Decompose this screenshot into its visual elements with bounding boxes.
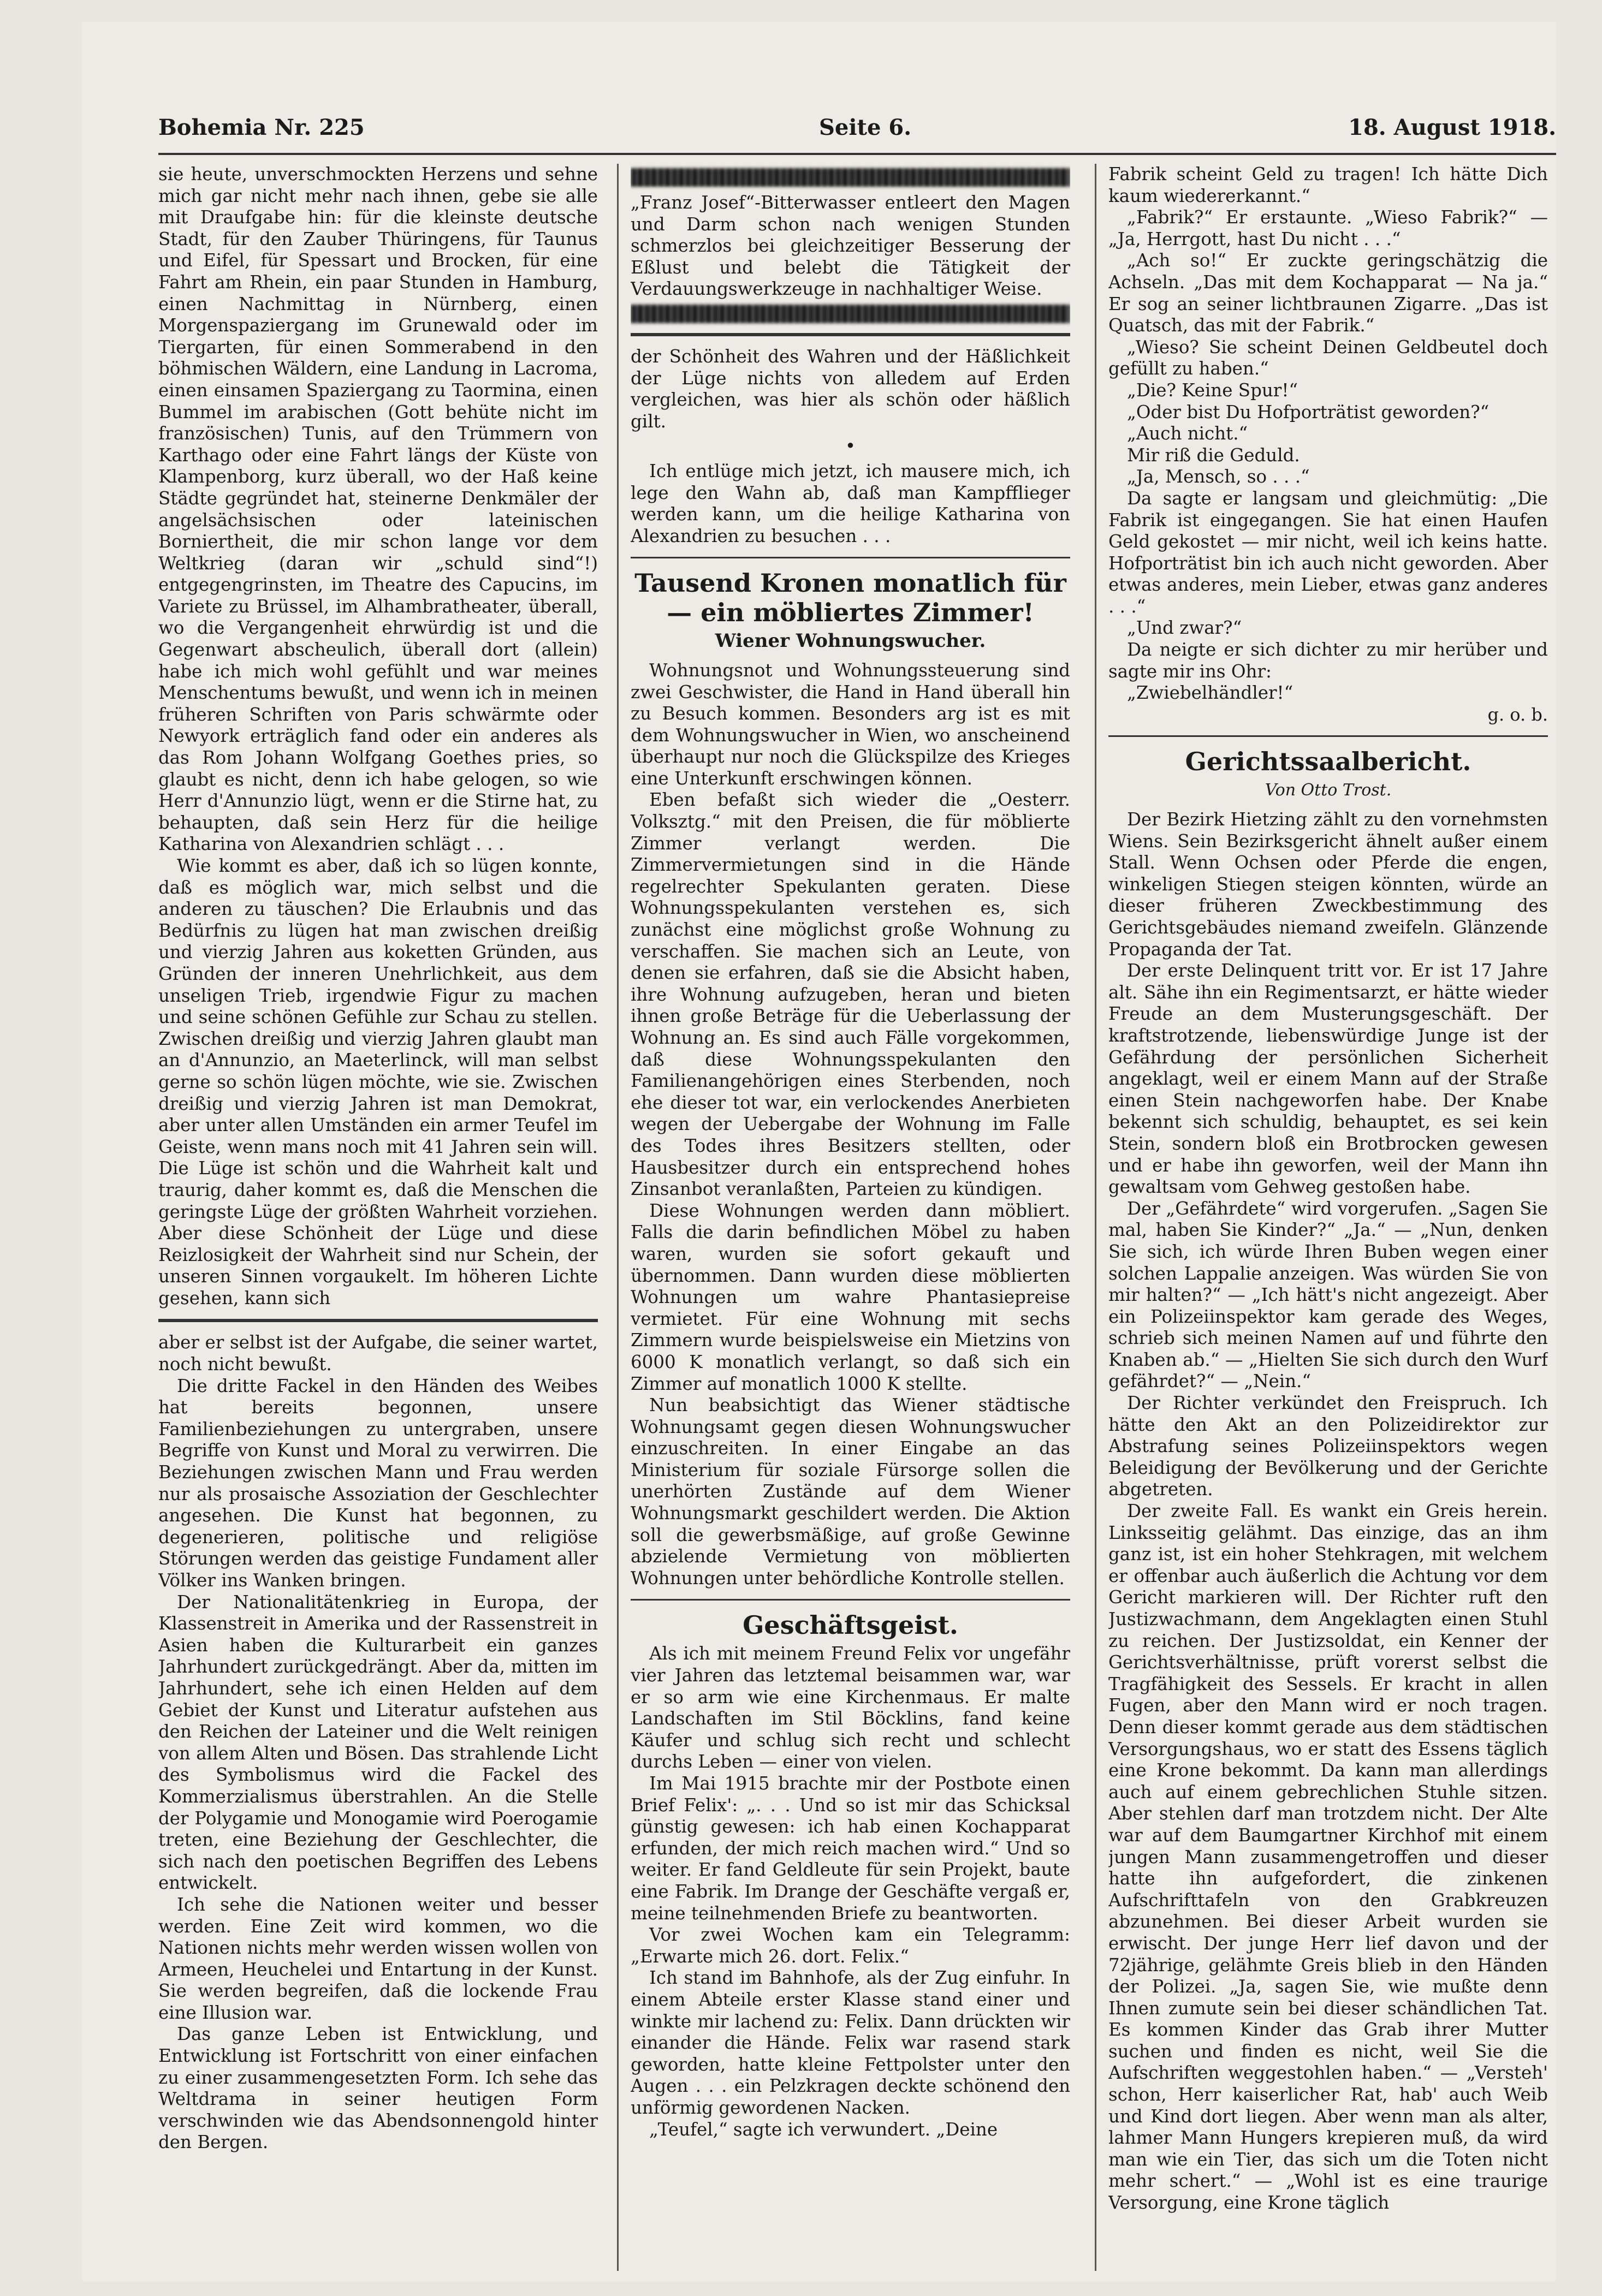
paragraph: Fabrik scheint Geld zu tragen! Ich hätte Dich kaum wiedererkannt.“ (1108, 164, 1548, 206)
paragraph: Die dritte Fackel in den Händen des Weibes hat bereits begonnen, unsere Familienbeziehungen zu untergraben, unsere Begriffe von Kunst und Moral zu verwirren. Die Beziehungen zwischen Mann und Frau werden nur als prosaische Assoziation der Geschlechter angesehen. Die Kunst hat begonnen, zu degenerieren, politische und religiöse Störungen werden das geistige Fundament aller Völker ins Wanken bringen. (158, 1375, 598, 1591)
paragraph: Diese Wohnungen werden dann möbliert. Falls die darin befindlichen Möbel zu haben waren, wurden sie sofort gekauft und übernommen. Dann wurden diese möblierten Wohnungen um wahre Phantasiepreise vermietet. Für eine Wohnung mit sechs Zimmern wurde beispielsweise ein Mietzins von 6000 K monatlich verlangt, so daß sich ein Zimmer auf monatlich 1000 K stellte. (631, 1200, 1070, 1394)
article-byline: Von Otto Trost. (1265, 781, 1392, 800)
paragraph: Da sagte er langsam und gleichmütig: „Die Fabrik ist eingegangen. Sie hat einen Haufen Geld gekostet — mir nicht, weil ich keins hatte. Hofporträtist bin ich auch nicht geworden. Aber etwas anderes, mein Lieber, etwas ganz anderes . . .“ (1108, 487, 1548, 617)
page-header (158, 115, 1556, 147)
paragraph: Mir riß die Geduld. (1127, 444, 1300, 466)
advertisement: „Franz Josef“-Bitterwasser entleert den Magen und Darm schon nach wenigen Stunden schmerzlos bei gleichzeitiger Besserung der Eßlust und belebt die Tätigkeit der Verdauungswerkzeuge in nachhaltiger Weise. (631, 192, 1070, 300)
paragraph: Der Bezirk Hietzing zählt zu den vornehmsten Wiens. Sein Bezirksgericht ähnelt außer einem Stall. Wenn Ochsen oder Pferde die engen, winkeligen Stiegen steigen könnten, würde an dieser früheren Zweckbestimmung des Gerichtsgebäudes niemand zweifeln. Glänzende Propaganda der Tat. (1108, 809, 1548, 960)
divider (631, 1599, 1070, 1601)
page-number: Seite 6. (819, 115, 912, 140)
paragraph: Da neigte er sich dichter zu mir herüber und sagte mir ins Ohr: (1108, 639, 1548, 682)
paragraph: Ich sehe die Nationen weiter und besser werden. Eine Zeit wird kommen, wo die Nationen nichts mehr werden wissen wollen von Armeen, Heuchelei und Entartung in der Kunst. Sie werden begreifen, daß die lockende Frau eine Illusion war. (158, 1894, 598, 2023)
column-1 (158, 164, 598, 2271)
paragraph: „Wieso? Sie scheint Deinen Geldbeutel doch gefüllt zu haben.“ (1108, 336, 1548, 379)
article-headline: Tausend Kronen monatlich für — ein möbliertes Zimmer! (634, 568, 1066, 628)
paragraph: Wohnungsnot und Wohnungssteuerung sind zwei Geschwister, die Hand in Hand überall hin zu Besuch kommen. Besonders arg ist es mit dem Wohnungswucher in Wien, wo anscheinend überhaupt nur noch die Glückspilze des Krieges eine Unterkunft erschwingen können. (631, 659, 1070, 789)
paragraph: Wie kommt es aber, daß ich so lügen konnte, daß es möglich war, mich selbst und die anderen zu täuschen? Die Erlaubnis und das Bedürfnis zu lügen hat man zwischen dreißig und vierzig Jahren aus koketten Gründen, aus Gründen der inneren Unehrlichkeit, aus dem unseligen Trieb, irgendwie Figur zu machen und seine schönen Gefühle zur Schau zu stellen. Zwischen dreißig und vierzig Jahren glaubt man an d'Annunzio, an Maeterlinck, will man selbst gerne so schön lügen möchte, wie sie. Zwischen dreißig und vierzig Jahren ist man Demokrat, aber unter allen Umständen ein armer Teufel im Geiste, wenn mans noch mit 41 Jahren sein will. Die Lüge ist schön und die Wahrheit kalt und traurig, daher kommt es, daß die Menschen die geringste Lüge der größten Wahrheit vorziehen. Aber diese Schönheit der Lüge und diese Reizlosigkeit der Wahrheit sind nur Schein, der unseren Sinnen vorgaukelt. Im höheren Lichte gesehen, kann sich (158, 855, 598, 1308)
ad-top-bar (631, 168, 1070, 187)
paragraph: Ich entlüge mich jetzt, ich mausere mich, ich lege den Wahn ab, daß man Kampfflieger werden kann, um die heilige Katharina von Alexandrien zu besuchen . . . (631, 460, 1070, 546)
header-rule (158, 153, 1556, 155)
paragraph: Der „Gefährdete“ wird vorgerufen. „Sagen Sie mal, haben Sie Kinder?“ „Ja.“ — „Nun, denken Sie sich, ich würde Ihren Buben wegen einer solchen Lappalie anzeigen. Was würden Sie von mir halten?“ — „Ich hätt's nicht angezeigt. Aber ein Polizeiinspektor kam gerade des Weges, schrieb sich meinen Namen auf und führte den Knaben ab.“ — „Hielten Sie sich durch den Wurf gefährdet?“ — „Nein.“ (1108, 1198, 1548, 1392)
paragraph: Als ich mit meinem Freund Felix vor ungefähr vier Jahren das letztemal beisammen war, war er so arm wie eine Kirchenmaus. Er malte Landschaften im Stil Böcklins, fand keine Käufer und schlug sich recht und schlecht durchs Leben — einer von vielen. (631, 1643, 1070, 1772)
divider (158, 1319, 598, 1322)
paragraph: „Die? Keine Spur!“ (1127, 379, 1298, 401)
paragraph: Der Nationalitätenkrieg in Europa, der Klassenstreit in Amerika und der Rassenstreit in Asien haben die Kulturarbeit ein ganzes Jahrhundert zurückgedrängt. Aber da, mitten im Jahrhundert, sehe ich einen Helden auf dem Gebiet der Kunst und Literatur aufstehen aus den Reichen der Lateiner und die Welt reinigen von allem Alten und Bösen. Das strahlende Licht des Symbolismus wird die Fackel des Kommerzialismus überstrahlen. An die Stelle der Polygamie und Monogamie wird Poerogamie treten, eine Beziehung der Geschlechter, die sich nach den poetischen Begriffen des Lebens entwickelt. (158, 1591, 598, 1894)
paragraph: „Auch nicht.“ (1127, 423, 1248, 444)
author-signature: g. o. b. (1487, 704, 1548, 725)
paragraph: der Schönheit des Wahren und der Häßlichkeit der Lüge nichts von alledem auf Erden vergleichen, was hier als schön oder häßlich gilt. (631, 346, 1070, 432)
paragraph: „Ach so!“ Er zuckte geringschätzig die Achseln. „Das mit dem Kochapparat — Na ja.“ Er sog an seiner lichtbraunen Zigarre. „Das ist Quatsch, das mit der Fabrik.“ (1108, 250, 1548, 336)
divider (1108, 735, 1548, 737)
ornament: • (845, 436, 856, 457)
column-2 (631, 164, 1070, 2271)
ad-bottom-bar (631, 305, 1070, 323)
issue-date: 18. August 1918. (1348, 115, 1556, 140)
paragraph: Der Richter verkündet den Freispruch. Ich hätte den Akt an den Polizeidirektor zur Abstrafung seines Polizeiinspektors wegen Beleidigung der Bevölkerung und der Gerichte abgetreten. (1108, 1393, 1548, 1500)
paragraph: „Fabrik?“ Er erstaunte. „Wieso Fabrik?“ — „Ja, Herrgott, hast Du nicht . . .“ (1108, 207, 1548, 249)
paragraph: Ich stand im Bahnhofe, als der Zug einfuhr. In einem Abteile erster Klasse stand einer und winkte mir lachend zu: Felix. Dann drückten wir einander die Hände. Felix war rasend stark geworden, hatte kleine Fettpolster unter den Augen . . . ein Pelzkragen deckte schönend den unförmig gewordenen Nacken. (631, 1967, 1070, 2118)
column-3 (1108, 164, 1548, 2271)
column-divider (1095, 164, 1096, 2271)
article-subheadline: Wiener Wohnungswucher. (715, 630, 986, 652)
paragraph: „Und zwar?“ (1127, 617, 1242, 639)
paragraph: „Zwiebelhändler!“ (1127, 682, 1294, 704)
paragraph: Nun beabsichtigt das Wiener städtische Wohnungsamt gegen diesen Wohnungswucher einzuschreiten. In einer Eingabe an das Ministerium für soziale Fürsorge sollen die unerhörten Zustände auf dem Wiener Wohnungsmarkt geschildert werden. Die Aktion soll die gewerbsmäßige, auf große Gewinne abzielende Vermietung von möblierten Wohnungen unter behördliche Kontrolle stellen. (631, 1395, 1070, 1589)
paragraph: „Ja, Mensch, so . . .“ (1127, 466, 1310, 487)
paragraph: „Oder bist Du Hofporträtist geworden?“ (1127, 401, 1490, 423)
paragraph: sie heute, unverschmockten Herzens und sehne mich gar nicht mehr nach ihnen, gebe sie alle mit Draufgabe hin: für die kleinste deutsche Stadt, für den Zauber Thüringens, für Taunus und Eifel, für Spessart und Brocken, für eine Fahrt am Rhein, ein paar Stunden in Hamburg, einen Nachmittag in Nürnberg, einen Morgenspaziergang im Grunewald oder im Tiergarten, für einen Sommerabend in den böhmischen Wäldern, eine Landung in Lacroma, einen einsamen Spaziergang zu Taormina, einen Bummel im arabischen (Gott behüte nicht im französischen) Tunis, auf den Trümmern von Karthago oder eine Fahrt längs der Küste von Klampenborg, kurz überall, wo der Haß keine Städte gegründet hat, steinerne Denkmäler der angelsächsischen oder lateinischen Borniertheit, die mir schon lange vor dem Weltkrieg (daran wir „schuld sind“!) entgegengrinsten, im Theatre des Capucins, im Variete zu Brüssel, im Alhambratheater, überall, wo die Vergangenheit ehrwürdig ist und die Gegenwart abscheulich, überall dort (allein) habe ich mich wohl gefühlt und war meines Menschentums bewußt, und wenn ich in meinen früheren Schriften von Paris schwärmte oder Newyork erträglich fand oder ein anderes als das Rom Johann Wolfgang Goethes pries, so glaubt es nicht, denn ich habe gelogen, so wie Herr d'Annunzio lügt, wenn er die Stirne hat, zu behaupten, daß sein Herz für die heilige Katharina von Alexandrien schlägt . . . (158, 164, 598, 855)
divider (631, 557, 1070, 558)
paragraph: „Teufel,“ sagte ich verwundert. „Deine (649, 2119, 998, 2140)
paragraph: Das ganze Leben ist Entwicklung, und Entwicklung ist Fortschritt von einer einfachen zu einer zusammengesetzten Form. Ich sehe das Weltdrama in seiner heutigen Form verschwinden wie das Abendsonnengold hinter den Bergen. (158, 2024, 598, 2153)
paragraph: Der zweite Fall. Es wankt ein Greis herein. Linksseitig gelähmt. Das einzige, das an ihm ganz ist, ist ein hoher Stehkragen, mit welchem er offenbar auch äußerlich die Achtung vor dem Gericht markieren will. Der Richter ruft den Justizwachmann, dem Angeklagten einen Stuhl zu reichen. Der Justizsoldat, ein Kenner der Gerichtsverhältnisse, prüft vorerst selbst die Tragfähigkeit des Sessels. Er kracht in allen Fugen, aber den Mann wird er noch tragen. Denn dieser kommt gerade aus dem städtischen Versorgungshaus, wo er statt des Essens täglich eine Krone bekommt. Da kann man allerdings auch auf einem gebrechlichen Stuhle sitzen. Aber stehlen darf man trotzdem nicht. Der Alte war auf dem Baumgartner Kirchhof mit einem jungen Mann zusammengetroffen und dieser hatte ihn aufgefordert, die zinkenen Aufschrifttafeln von den Grabkreuzen abzunehmen. Bei dieser Arbeit wurden sie erwischt. Der junge Herr lief davon und der 72jährige, gelähmte Greis blieb in den Händen der Polizei. „Ja, sagen Sie, wie mußte denn Ihnen zumute sein bei dieser schändlichen Tat. Es kommen Kinder das Grab ihrer Mutter suchen und finden es nicht, weil Sie die Aufschriften weggestohlen haben.“ — „Versteh' schon, Herr kaiserlicher Rat, hab' auch Weib und Kind dort liegen. Aber wenn man als alter, lahmer Mann Hungers krepieren muß, da wird man wie ein Tier, das sich um die Toten nicht mehr schert.“ — „Wohl ist es eine traurige Versorgung, eine Krone täglich (1108, 1501, 1548, 2214)
issue-number: Bohemia Nr. 225 (158, 115, 365, 140)
column-divider (617, 164, 619, 2271)
article-headline: Geschäftsgeist. (743, 1610, 958, 1640)
article-headline: Gerichtssaalbericht. (1185, 747, 1472, 777)
paragraph: Vor zwei Wochen kam ein Telegramm: „Erwarte mich 26. dort. Felix.“ (631, 1924, 1070, 1967)
divider (631, 333, 1070, 336)
paragraph: Im Mai 1915 brachte mir der Postbote einen Brief Felix': „. . . Und so ist mir das Schicksal günstig gewesen: ich hab einen Kochapparat erfunden, der mich reich machen wird.“ Und so weiter. Er fand Geldleute für sein Projekt, baute eine Fabrik. Im Drange der Geschäfte vergaß er, meine teilnehmenden Briefe zu beantworten. (631, 1773, 1070, 1924)
paragraph: Der erste Delinquent tritt vor. Er ist 17 Jahre alt. Sähe ihn ein Regimentsarzt, er hätte wieder Freude an dem Musterungsgeschäft. Der kraftstrotzende, liebenswürdige Junge ist der Gefährdung der persönlichen Sicherheit angeklagt, weil er einem Mann auf der Straße einen Stein nachgeworfen habe. Der Knabe bekennt sich schuldig, behauptet, es sei kein Stein, sondern bloß ein Brotbrocken gewesen und er habe ihn geworfen, weil der Mann ihn gewaltsam vom Gehweg gestoßen habe. (1108, 960, 1548, 1198)
paragraph: aber er selbst ist der Aufgabe, die seiner wartet, noch nicht bewußt. (158, 1332, 598, 1375)
paragraph: Eben befaßt sich wieder die „Oesterr. Volksztg.“ mit den Preisen, die für möblierte Zimmer verlangt werden. Die Zimmervermietungen sind in die Hände regelrechter Spekulanten geraten. Diese Wohnungsspekulanten verstehen es, sich zunächst eine möglichst große Wohnung zu verschaffen. Sie machen sich an Leute, von denen sie erfahren, daß sie die Absicht haben, ihre Wohnung aufzugeben, heran und bieten ihnen große Beträge für die Ueberlassung der Wohnung an. Es sind auch Fälle vorgekommen, daß diese Wohnungsspekulanten den Familienangehörigen eines Sterbenden, noch ehe dieser tot war, ein verlockendes Anerbieten wegen der Uebergabe der Wohnung im Falle des Todes ihres Besitzers stellten, oder Hausbesitzer durch ein entsprechend hohes Zinsanbot veranlaßten, Parteien zu kündigen. (631, 789, 1070, 1200)
